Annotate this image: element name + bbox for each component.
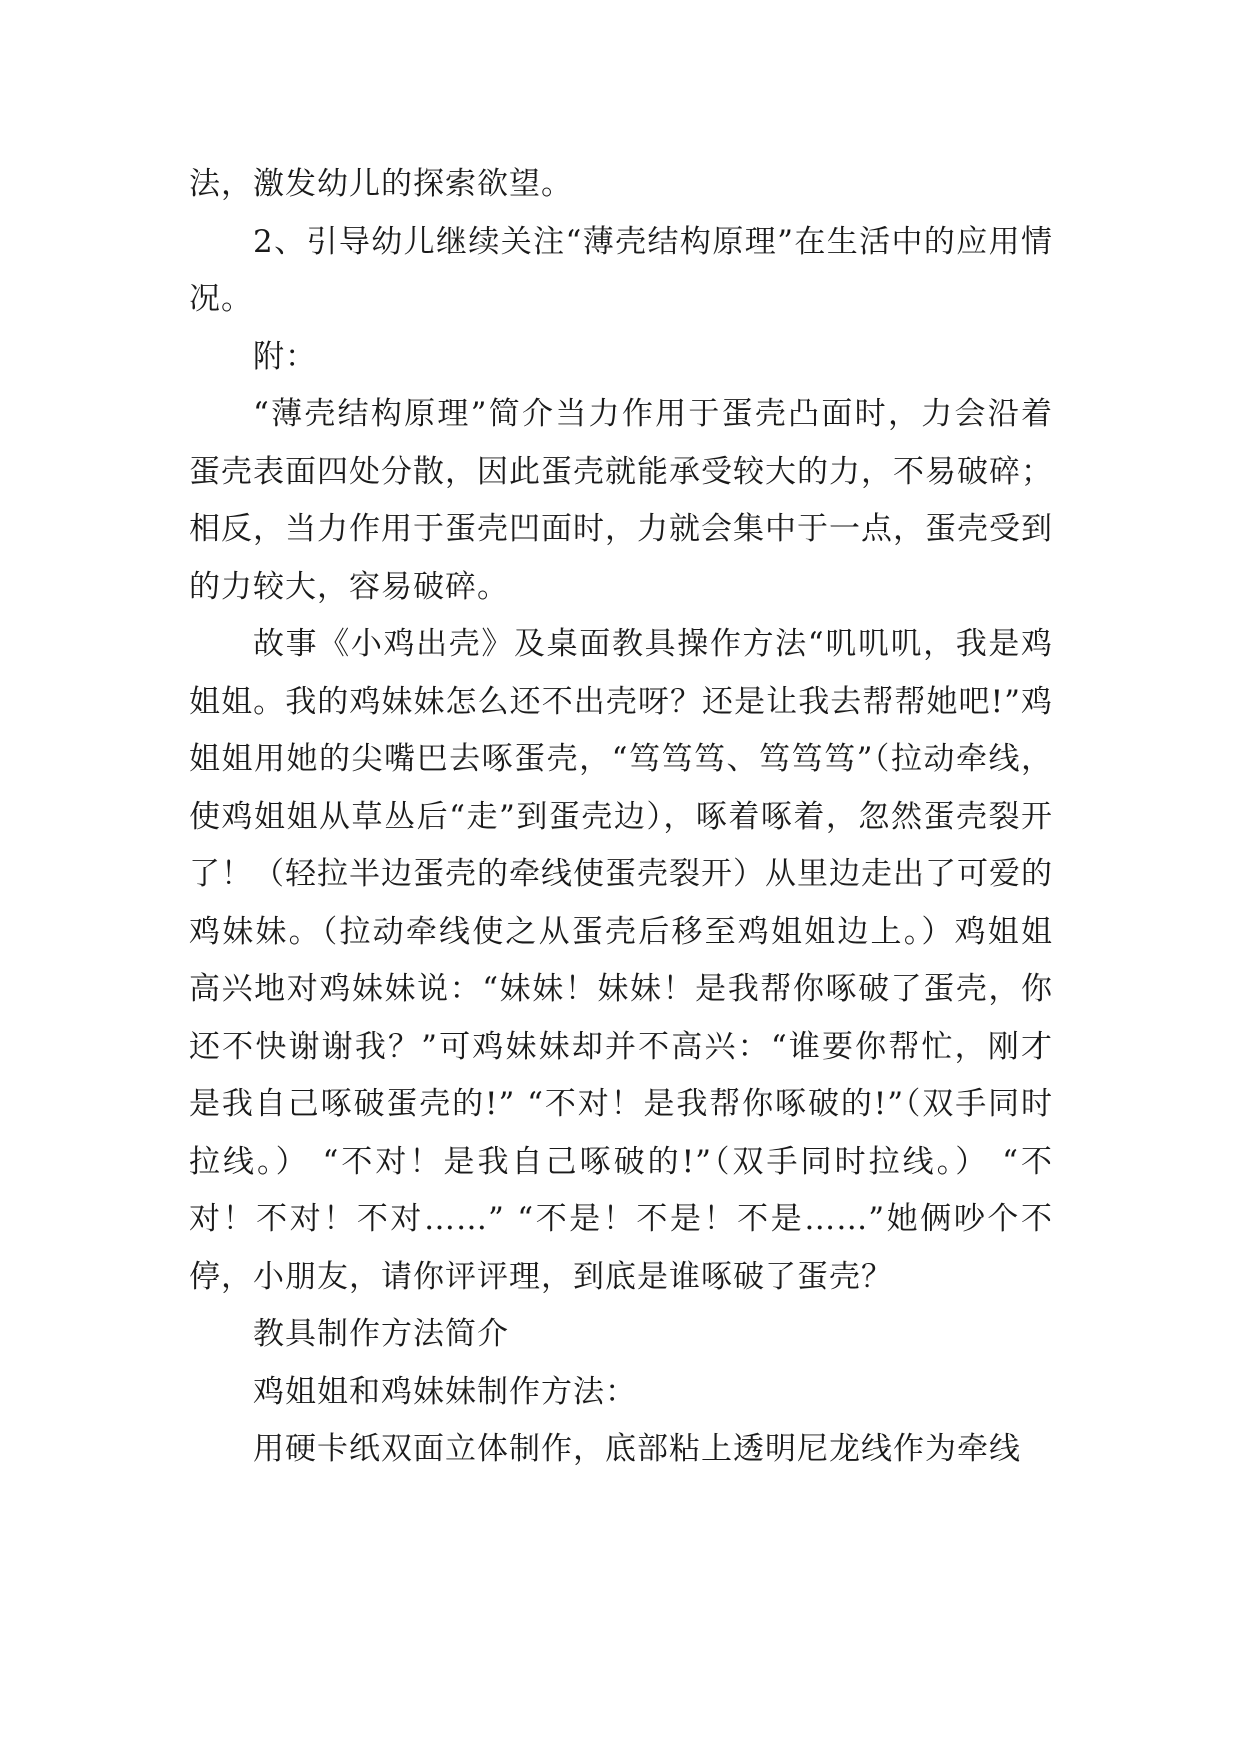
paragraph-principle: “薄壳结构原理”简介当力作用于蛋壳凸面时，力会沿着蛋壳表面四处分散，因此蛋壳就能承受较大的力，不易破碎；相反，当力作用于蛋壳凹面时，力就会集中于一点，蛋壳受到的力较大，容易破碎。 xyxy=(189,396,1053,605)
document-body xyxy=(189,156,1053,1479)
paragraph-chick-heading: 鸡姐姐和鸡妹妹制作方法： xyxy=(253,1373,637,1410)
paragraph-appendix-heading: 附： xyxy=(253,338,317,375)
paragraph-making-method: 用硬卡纸双面立体制作，底部粘上透明尼龙线作为牵线 xyxy=(253,1431,1021,1467)
paragraph-story: 故事《小鸡出壳》及桌面教具操作方法“叽叽叽，我是鸡姐姐。我的鸡妹妹怎么还不出壳呀？还是让我去帮帮她吧!”鸡姐姐用她的尖嘴巴去啄蛋壳，“笃笃笃、笃笃笃”（拉动牵线，使鸡姐姐从草丛后“走”到蛋壳边），啄着啄着，忽然蛋壳裂开了！（轻拉半边蛋壳的牵线使蛋壳裂开）从里边走出了可爱的鸡妹妹。（拉动牵线使之从蛋壳后移至鸡姐姐边上。）鸡姐姐高兴地对鸡妹妹说：“妹妹！妹妹！是我帮你啄破了蛋壳，你还不快谢谢我？”可鸡妹妹却并不高兴：“谁要你帮忙，刚才是我自己啄破蛋壳的!” “不对！是我帮你啄破的!”（双手同时拉线。） “不对！是我自己啄破的!”（双手同时拉线。） “不对！不对！不对……” “不是！不是！不是……”她俩吵个不停，小朋友，请你评评理，到底是谁啄破了蛋壳？ xyxy=(189,626,1053,1295)
paragraph-item-2: 2、引导幼儿继续关注“薄壳结构原理”在生活中的应用情况。 xyxy=(189,223,1053,317)
paragraph-making-heading: 教具制作方法简介 xyxy=(253,1316,509,1352)
paragraph-continuation: 法，激发幼儿的探索欲望。 xyxy=(189,166,573,202)
